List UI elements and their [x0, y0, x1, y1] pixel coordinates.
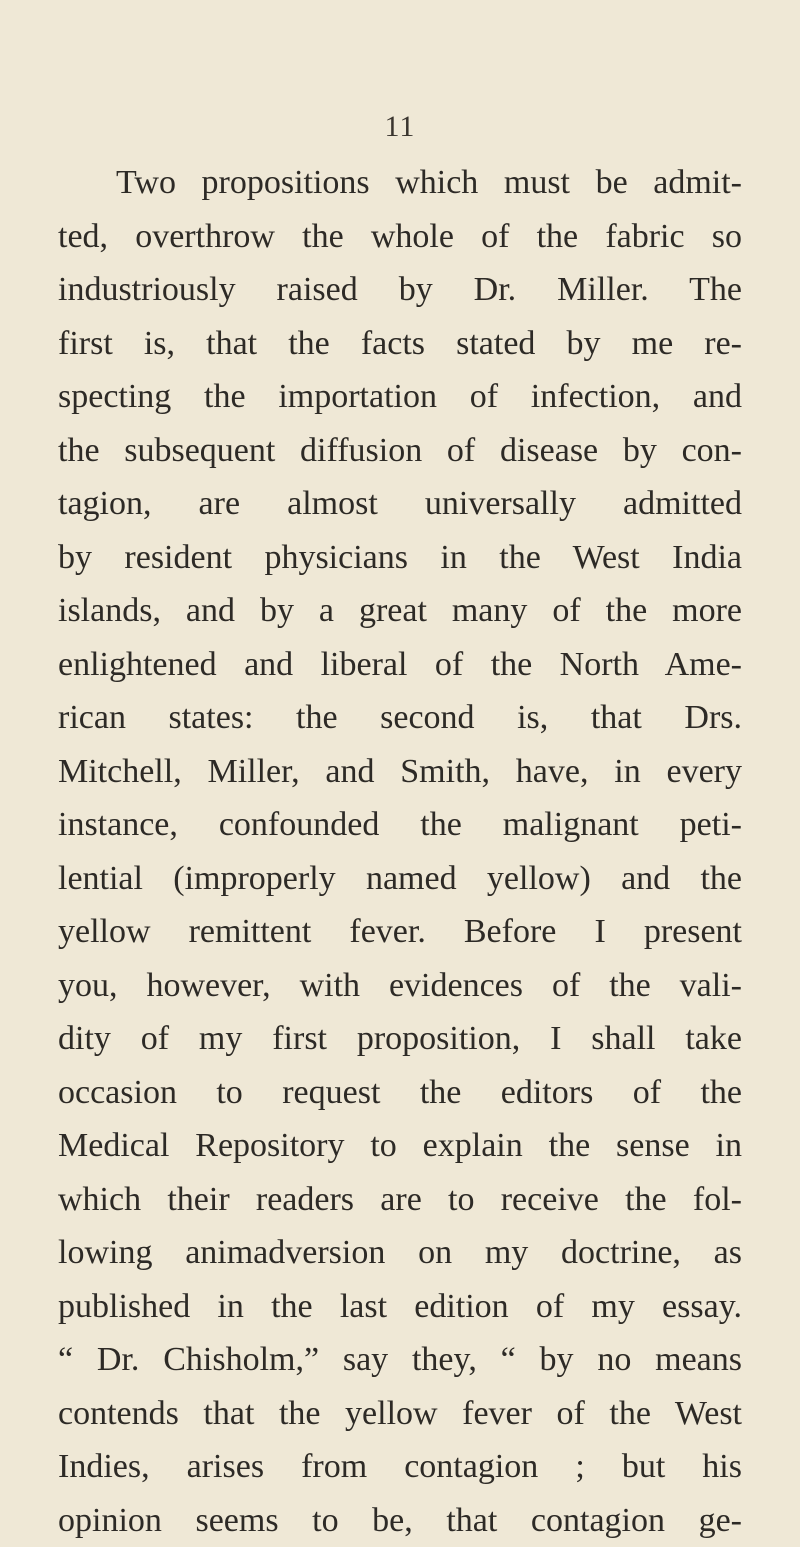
text-line: which their readers are to receive the fol-	[58, 1173, 742, 1227]
page-number: 11	[0, 110, 800, 144]
text-line: opinion seems to be, that contagion ge-	[58, 1494, 742, 1547]
text-line: islands, and by a great many of the more	[58, 584, 742, 638]
text-line: Two propositions which must be admit-	[58, 156, 742, 210]
text-line: Mitchell, Miller, and Smith, have, in every	[58, 745, 742, 799]
text-line: dity of my first proposition, I shall take	[58, 1012, 742, 1066]
text-line: you, however, with evidences of the vali-	[58, 959, 742, 1013]
text-line: the subsequent diffusion of disease by con-	[58, 424, 742, 478]
text-line: Medical Repository to explain the sense in	[58, 1119, 742, 1173]
text-line: industriously raised by Dr. Miller. The	[58, 263, 742, 317]
text-line: instance, confounded the malignant peti-	[58, 798, 742, 852]
text-line: specting the importation of infection, and	[58, 370, 742, 424]
text-line: contends that the yellow fever of the West	[58, 1387, 742, 1441]
text-line: ted, overthrow the whole of the fabric so	[58, 210, 742, 264]
text-line: lential (improperly named yellow) and the	[58, 852, 742, 906]
text-line: lowing animadversion on my doctrine, as	[58, 1226, 742, 1280]
text-line: enlightened and liberal of the North Ame-	[58, 638, 742, 692]
text-line: Indies, arises from contagion ; but his	[58, 1440, 742, 1494]
text-line: “ Dr. Chisholm,” say they, “ by no means	[58, 1333, 742, 1387]
text-line: yellow remittent fever. Before I present	[58, 905, 742, 959]
text-line: published in the last edition of my essay.	[58, 1280, 742, 1334]
text-line: by resident physicians in the West India	[58, 531, 742, 585]
text-line: occasion to request the editors of the	[58, 1066, 742, 1120]
text-line: tagion, are almost universally admitted	[58, 477, 742, 531]
text-line: first is, that the facts stated by me re-	[58, 317, 742, 371]
body-text	[58, 156, 742, 1547]
text-line: rican states: the second is, that Drs.	[58, 691, 742, 745]
